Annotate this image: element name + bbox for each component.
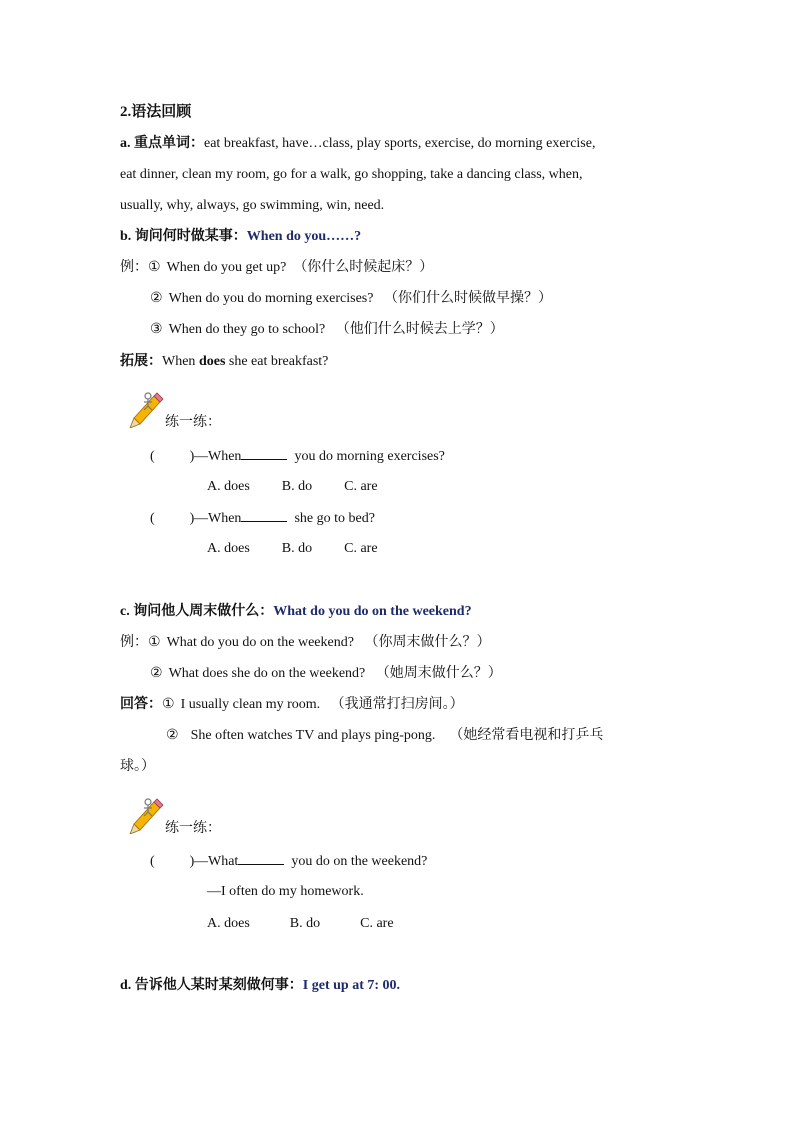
answer-number: ② — [166, 728, 179, 743]
c-question-1 — [150, 852, 427, 871]
answer-english: She often watches TV and plays ping-pong. — [190, 728, 436, 743]
b-example-1 — [120, 259, 433, 277]
c-answer-2-wrap: 球。） — [120, 759, 155, 774]
answer-number: ① — [162, 697, 175, 712]
example-number: ② — [150, 291, 163, 306]
question-text: —When — [194, 449, 242, 464]
example-english: When do you get up? — [166, 260, 287, 275]
b-question-1 — [150, 447, 445, 466]
example-english: What do you do on the weekend? — [166, 635, 354, 650]
question-text: she go to bed? — [294, 511, 375, 526]
c-answer-2 — [166, 727, 603, 745]
extend-bold-word: does — [198, 354, 226, 369]
example-chinese: （你周末做什么？） — [364, 635, 491, 650]
extend-text: she eat breakfast? — [225, 354, 329, 369]
c-example-1 — [120, 634, 490, 652]
option-a[interactable]: A. does — [207, 479, 250, 494]
question-text: —What — [194, 854, 239, 869]
example-label: 例： — [120, 260, 148, 275]
example-english: When do they go to school? — [168, 322, 326, 337]
option-b[interactable]: B. do — [281, 479, 313, 494]
c-options — [207, 915, 426, 933]
question-text: you do on the weekend? — [291, 854, 428, 869]
extend-text: When — [162, 354, 199, 369]
section-c-label: c. 询问他人周末做什么： — [120, 604, 274, 619]
example-number: ② — [150, 666, 163, 681]
key-words-label: a. 重点单词： — [120, 136, 204, 151]
b-example-2 — [150, 290, 552, 308]
option-a[interactable]: A. does — [207, 916, 250, 931]
example-chinese: （她周末做什么？） — [375, 666, 502, 681]
answer-paren[interactable]: ( ) — [150, 511, 195, 526]
c-reply: —I often do my homework. — [207, 884, 364, 899]
key-words-text-1: eat breakfast, have…class, play sports, exercise, do morning exercise, — [204, 136, 596, 151]
practice-label-2: 练一练： — [165, 821, 221, 836]
example-label: 例： — [120, 635, 148, 650]
pencil-icon — [126, 388, 166, 428]
answer-label: 回答： — [120, 697, 162, 712]
section-c-pattern: What do you do on the weekend? — [273, 604, 472, 619]
option-c[interactable]: C. are — [360, 916, 394, 931]
example-chinese: （你什么时候起床？） — [293, 260, 434, 275]
option-b[interactable]: B. do — [281, 541, 313, 556]
answer-blank[interactable] — [238, 852, 284, 865]
section-b-label: b. 询问何时做某事： — [120, 229, 247, 244]
option-c[interactable]: C. are — [344, 541, 378, 556]
key-words-line-1 — [120, 135, 595, 153]
answer-blank[interactable] — [241, 447, 287, 460]
extend-line — [120, 353, 328, 371]
option-c[interactable]: C. are — [344, 479, 378, 494]
section-b-pattern: When do you……? — [246, 229, 362, 244]
b-options-1 — [207, 478, 410, 496]
section-d-heading — [120, 977, 400, 995]
answer-chinese: （她经常看电视和打乒乓 — [449, 728, 604, 743]
key-words-line-2: eat dinner, clean my room, go for a walk, go shopping, take a dancing class, when, — [120, 167, 583, 182]
b-example-3 — [150, 321, 504, 339]
practice-label-1: 练一练： — [165, 415, 221, 430]
c-example-2 — [150, 665, 502, 683]
example-number: ① — [148, 635, 161, 650]
section-b-heading — [120, 228, 361, 246]
example-chinese: （他们什么时候去上学？） — [335, 322, 504, 337]
section-c-heading — [120, 603, 472, 621]
b-options-2 — [207, 540, 410, 558]
answer-chinese: （我通常打扫房间。） — [330, 697, 464, 712]
example-chinese: （你们什么时候做早操？） — [383, 291, 552, 306]
option-a[interactable]: A. does — [207, 541, 250, 556]
c-answer-1 — [120, 696, 464, 714]
section-d-pattern: I get up at 7: 00. — [302, 978, 401, 993]
example-english: When do you do morning exercises? — [168, 291, 374, 306]
option-b[interactable]: B. do — [289, 916, 321, 931]
example-english: What does she do on the weekend? — [168, 666, 366, 681]
answer-paren[interactable]: ( ) — [150, 854, 195, 869]
example-number: ① — [148, 260, 161, 275]
key-words-line-3: usually, why, always, go swimming, win, need. — [120, 198, 385, 213]
question-text: you do morning exercises? — [294, 449, 445, 464]
section-title: 2.语法回顾 — [120, 104, 192, 120]
question-text: —When — [194, 511, 242, 526]
pencil-icon — [126, 794, 166, 834]
section-d-label: d. 告诉他人某时某刻做何事： — [120, 978, 303, 993]
b-question-2 — [150, 509, 375, 528]
answer-paren[interactable]: ( ) — [150, 449, 195, 464]
answer-english: I usually clean my room. — [180, 697, 321, 712]
extend-label: 拓展： — [120, 354, 162, 369]
example-number: ③ — [150, 322, 163, 337]
answer-blank[interactable] — [241, 509, 287, 522]
